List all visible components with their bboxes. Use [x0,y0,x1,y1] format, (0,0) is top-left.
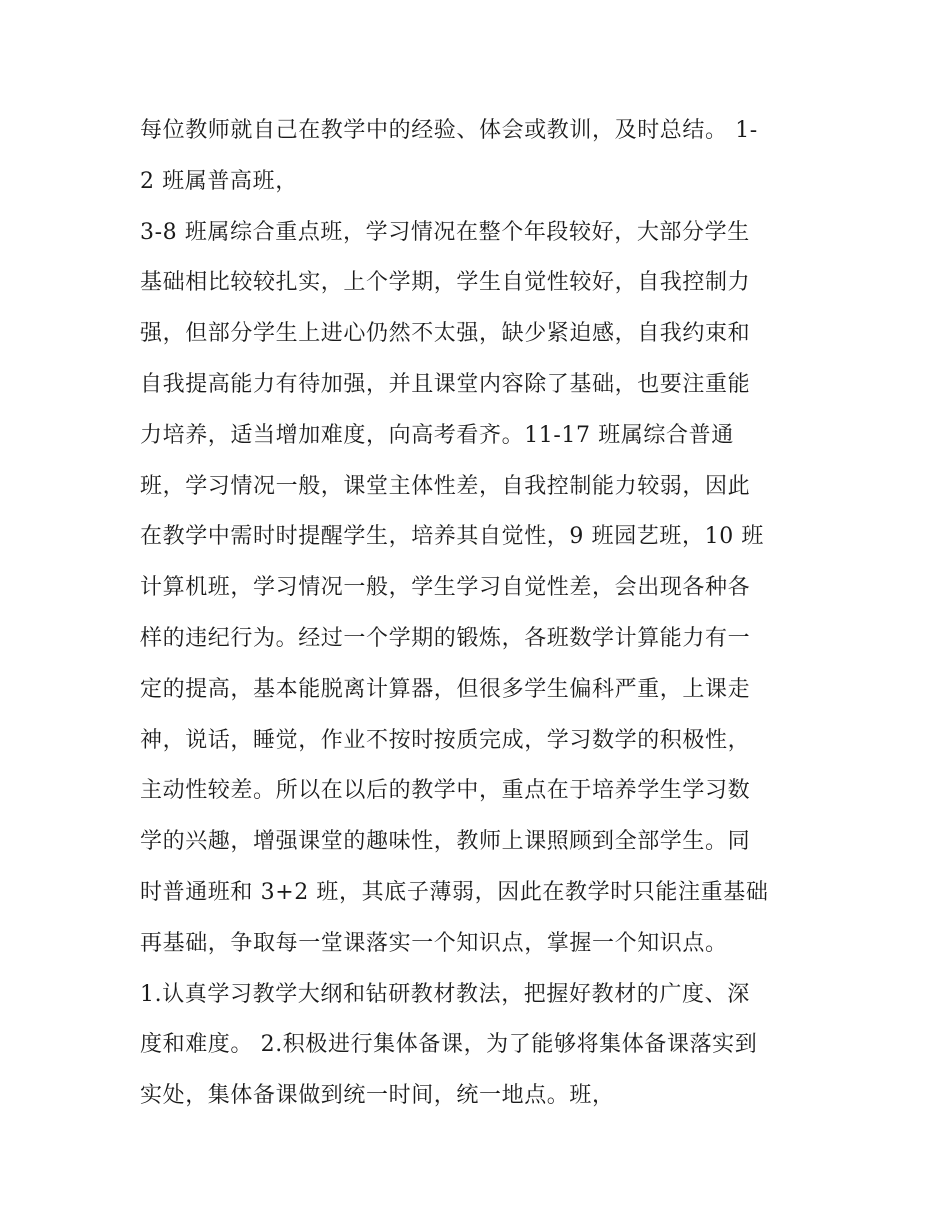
text-line: 神，说话，睡觉，作业不按时按质完成，学习数学的积极性， [140,727,751,753]
text-line: 定的提高，基本能脱离计算器，但很多学生偏科严重，上课走 [140,676,751,702]
text-line: 度和难度。 2.积极进行集体备课，为了能够将集体备课落实到 [140,1032,758,1058]
text-line: 力培养，适当增加难度，向高考看齐。11-17 班属综合普通 [140,422,734,448]
text-line: 主动性较差。所以在以后的教学中，重点在于培养学生学习数 [140,778,751,804]
text-line: 时普通班和 3+2 班，其底子薄弱，因此在教学时只能注重基础 [140,879,769,905]
text-line: 基础相比较较扎实，上个学期，学生自觉性较好，自我控制力 [140,270,751,296]
text-line: 3-8 班属综合重点班，学习情况在整个年段较好，大部分学生 [140,219,750,245]
text-line: 2 班属普高班， [140,168,298,194]
text-line: 学的兴趣，增强课堂的趣味性，教师上课照顾到全部学生。同 [140,829,751,855]
text-line: 自我提高能力有待加强，并且课堂内容除了基础，也要注重能 [140,371,751,397]
text-line: 1.认真学习教学大纲和钻研教材教法，把握好教材的广度、深 [140,981,750,1007]
text-line: 强，但部分学生上进心仍然不太强，缺少紧迫感，自我约束和 [140,321,751,347]
text-line: 计算机班，学习情况一般，学生学习自觉性差，会出现各种各 [140,575,751,601]
text-line: 班，学习情况一般，课堂主体性差，自我控制能力较弱，因此 [140,473,751,499]
text-line: 在教学中需时时提醒学生，培养其自觉性，9 班园艺班，10 班 [140,524,764,550]
text-line: 每位教师就自己在教学中的经验、体会或教训，及时总结。 1- [140,118,758,143]
text-line: 样的违纪行为。经过一个学期的锻炼，各班数学计算能力有一 [140,625,751,651]
body-text [140,106,820,1122]
text-line: 实处，集体备课做到统一时间，统一地点。班， [140,1083,615,1109]
text-line: 再基础，争取每一堂课落实一个知识点，掌握一个知识点。 [140,930,728,956]
